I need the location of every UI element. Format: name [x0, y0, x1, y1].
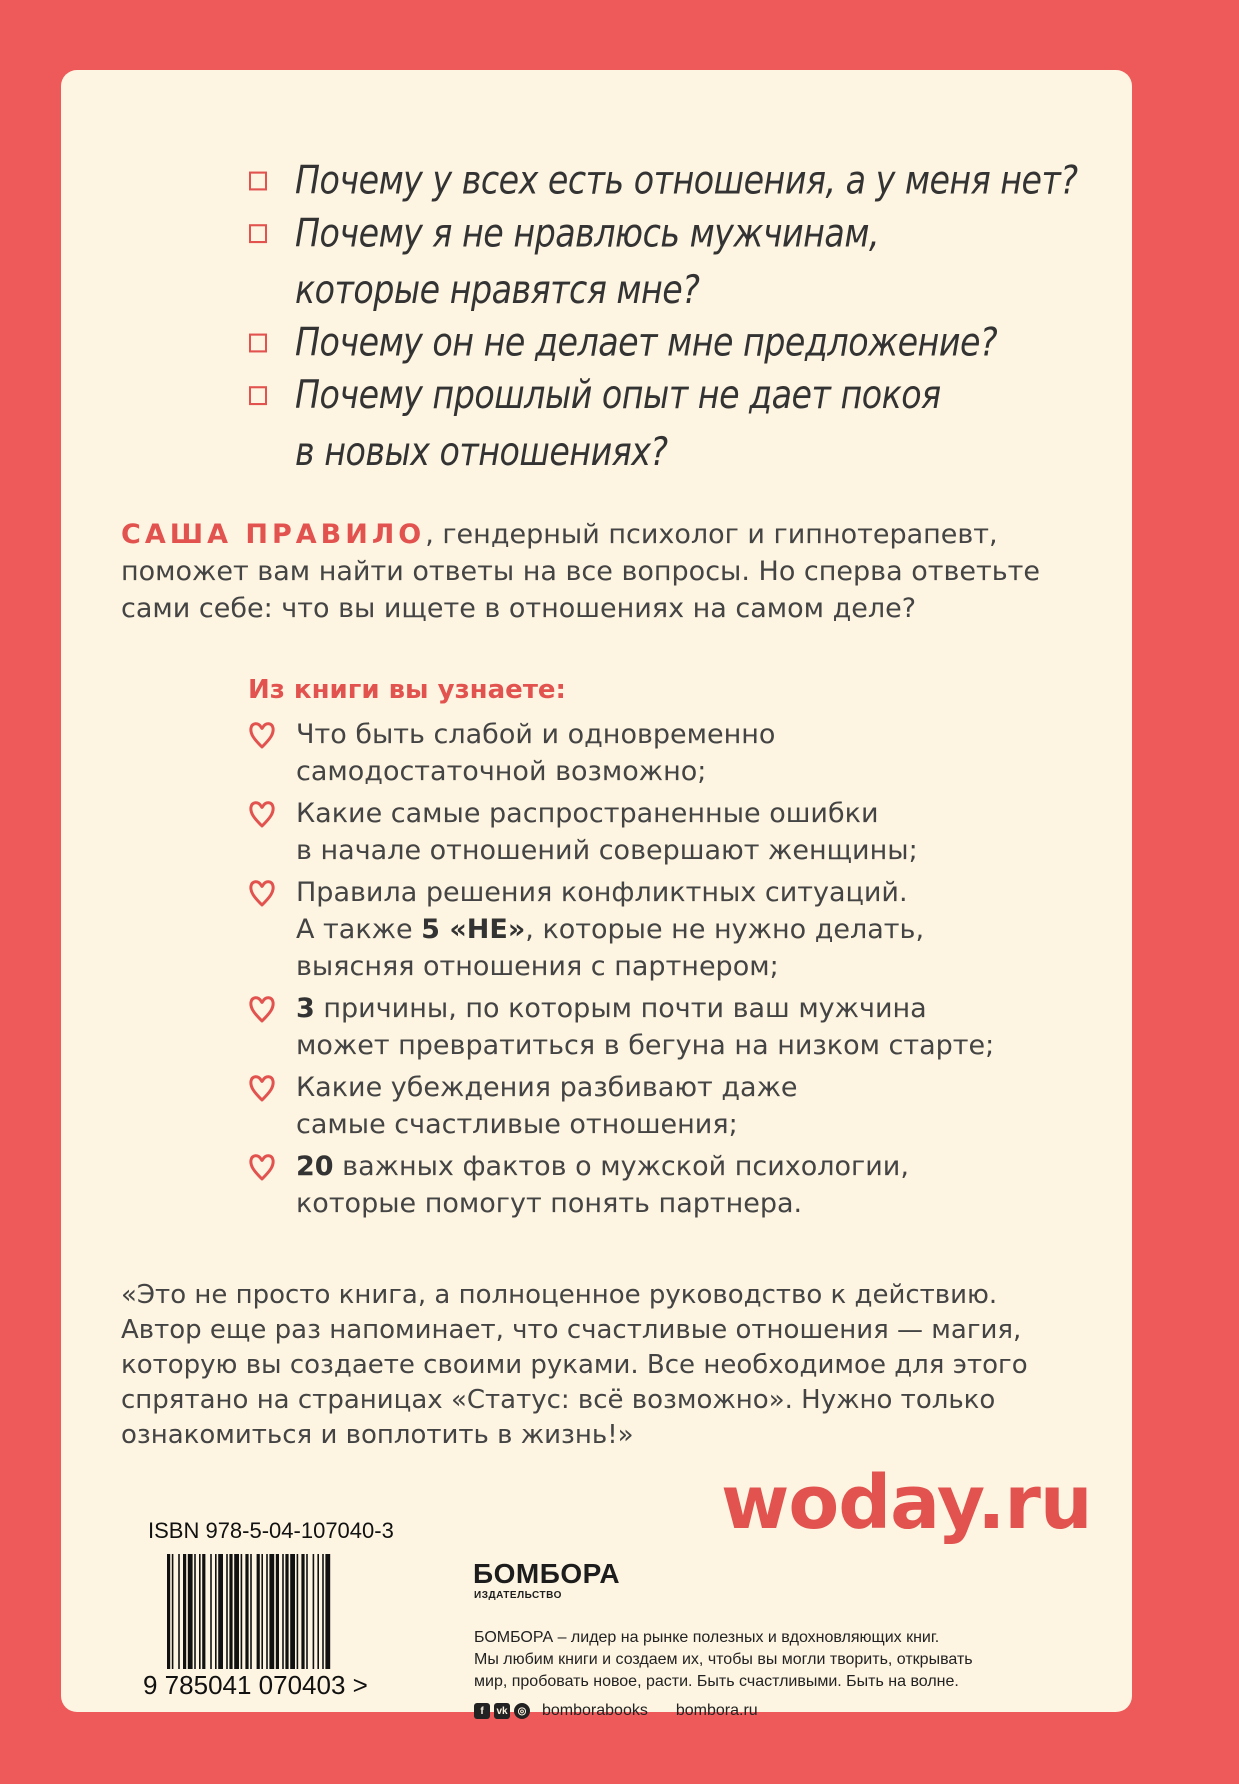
- publisher-social: [474, 1702, 758, 1720]
- question-list: [249, 154, 1089, 478]
- barcode-bar: [276, 1554, 279, 1669]
- heart-icon: [248, 1152, 276, 1182]
- barcode-bar: [313, 1554, 315, 1669]
- barcode-bar: [257, 1554, 260, 1669]
- checkbox-icon: [249, 386, 267, 405]
- question-item: Почему я не нравлюсь мужчинам, которые нравятся мне?: [249, 205, 1089, 318]
- learn-item: Что быть слабой и одновременно самодостаточной возможно;: [248, 716, 1128, 790]
- barcode-bar: [317, 1554, 319, 1669]
- barcode-bar: [285, 1554, 288, 1669]
- barcode-bar: [241, 1554, 243, 1669]
- back-cover-card: [61, 70, 1132, 1719]
- publisher-subtitle: ИЗДАТЕЛЬСТВО: [474, 1590, 562, 1601]
- barcode-bar: [188, 1554, 193, 1669]
- barcode-bar: [266, 1554, 268, 1669]
- barcode-bar: [229, 1554, 232, 1669]
- instagram-icon[interactable]: ◎: [514, 1703, 530, 1719]
- isbn-number: ISBN 978-5-04-107040-3: [148, 1518, 394, 1543]
- barcode-bar: [282, 1554, 284, 1669]
- heart-icon: [248, 1073, 276, 1103]
- heart-icon: [248, 720, 276, 750]
- checkbox-icon: [249, 224, 267, 243]
- barcode-bar: [245, 1554, 248, 1669]
- author-name: САША ПРАВИЛО: [121, 519, 426, 550]
- barcode-bar: [167, 1554, 170, 1669]
- barcode-bar: [178, 1554, 180, 1669]
- barcode-bar: [172, 1554, 174, 1669]
- barcode-bar: [261, 1554, 263, 1669]
- learn-item: Какие самые распространенные ошибки в начале отношений совершают женщины;: [248, 795, 1128, 869]
- barcode-bar: [290, 1554, 295, 1669]
- question-item: Почему прошлый опыт не дает покоя в новых отношениях?: [249, 367, 1089, 480]
- publisher-description: БОМБОРА – лидер на рынке полезных и вдохновляющих книг. Мы любим книги и создаем их, чтобы вы могли творить, открывать мир, пробовать новое, расти. Быть счастливыми. Быть на волне.: [474, 1629, 973, 1690]
- barcode-bar: [234, 1554, 239, 1669]
- barcode-bar: [210, 1554, 212, 1669]
- barcode-bar: [301, 1554, 304, 1669]
- barcode: [143, 1554, 463, 1699]
- intro-paragraph: САША ПРАВИЛО, гендерный психолог и гипнотерапевт, поможет вам найти ответы на все вопросы. Но сперва ответьте сами себе: что вы ищете в отношениях на самом деле?: [121, 519, 1040, 624]
- learn-item: Правила решения конфликтных ситуаций. А также 5 «НЕ», которые не нужно делать, выясняя отношения с партнером;: [248, 874, 1128, 985]
- barcode-bar: [226, 1554, 228, 1669]
- barcode-bar: [202, 1554, 205, 1669]
- barcode-bar: [322, 1554, 324, 1669]
- barcode-bar: [199, 1554, 201, 1669]
- barcode-bar: [194, 1554, 196, 1669]
- facebook-icon[interactable]: f: [474, 1703, 490, 1719]
- review-quote: «Это не просто книга, а полноценное руководство к действию. Автор еще раз напоминает, что счастливые отношения — магия, которую вы создаете своими руками. Все необходимое для этого спрятано на страницах «Статус: всё возможно». Нужно только ознакомиться и воплотить в жизнь!»: [121, 1280, 1028, 1450]
- woday-logo: woday.ru: [721, 1460, 1092, 1546]
- learn-item: Какие убеждения разбивают даже самые счастливые отношения;: [248, 1069, 1128, 1143]
- barcode-bar: [297, 1554, 299, 1669]
- heart-icon: [248, 878, 276, 908]
- learn-item: 3 причины, по которым почти ваш мужчина может превратиться в бегуна на низком старте;: [248, 990, 1128, 1064]
- barcode-bar: [250, 1554, 252, 1669]
- learn-list: [248, 716, 1128, 1227]
- checkbox-icon: [249, 172, 267, 191]
- publisher-logo: БОМБОРА: [473, 1558, 621, 1589]
- heart-icon: [248, 994, 276, 1024]
- barcode-bar: [325, 1554, 330, 1669]
- question-item: Почему у всех есть отношения, а у меня нет?: [249, 153, 1089, 210]
- social-handle[interactable]: bomborabooks: [542, 1702, 648, 1719]
- question-item: Почему он не делает мне предложение?: [249, 315, 1089, 372]
- vk-icon[interactable]: vk: [494, 1703, 510, 1719]
- barcode-bar: [269, 1554, 274, 1669]
- barcode-bar: [215, 1554, 217, 1669]
- learn-item: 20 важных фактов о мужской психологии, которые помогут понять партнера.: [248, 1148, 1128, 1222]
- checkbox-icon: [249, 334, 267, 353]
- barcode-bar: [306, 1554, 308, 1669]
- barcode-bar: [218, 1554, 223, 1669]
- barcode-bar: [183, 1554, 186, 1669]
- publisher-website[interactable]: bombora.ru: [675, 1702, 758, 1719]
- learn-heading: Из книги вы узнаете:: [248, 675, 566, 705]
- heart-icon: [248, 799, 276, 829]
- barcode-digits: 9 785041 070403 >: [143, 1670, 368, 1699]
